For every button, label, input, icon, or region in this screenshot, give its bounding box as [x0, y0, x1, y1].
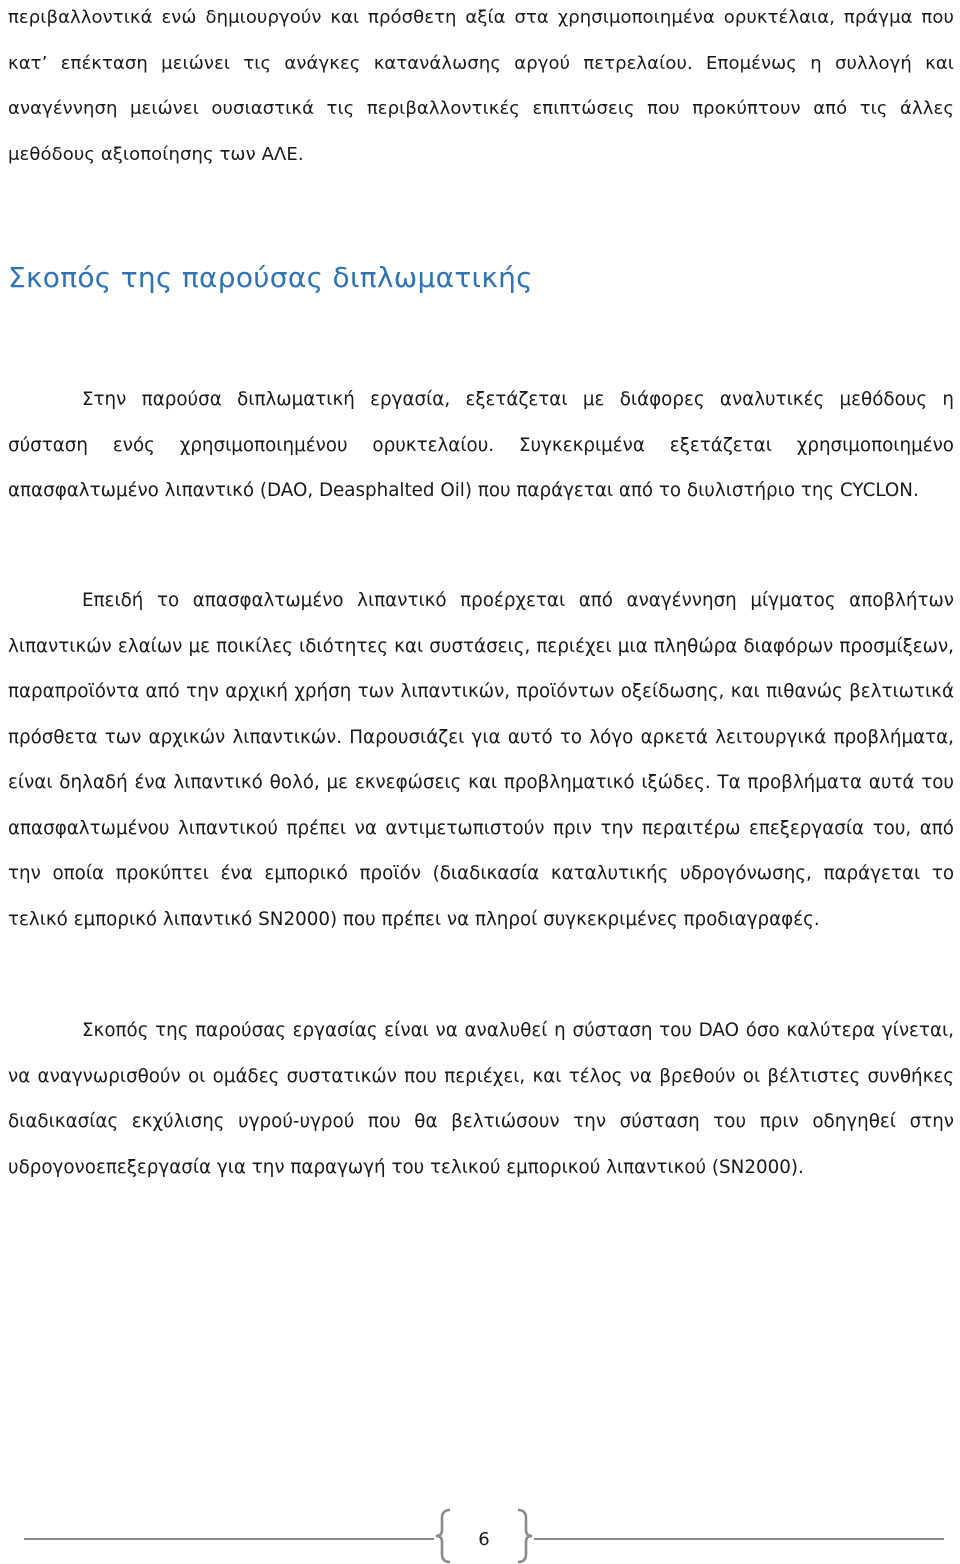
body-paragraph-2: Επειδή το απασφαλτωμένο λιπαντικό προέρχεται από αναγέννηση μίγματος αποβλήτων λιπαντικών ελαίων με ποικίλες ιδιότητες και συστάσεις, περιέχει μια πληθώρα διαφόρων προσμίξεων, παραπροϊόντα από την αρχική χρήση των λιπαντικών, προϊόντων οξείδωσης, και πιθανώς βελτιωτικά πρόσθετα των αρχικών λιπαντικών. Παρουσιάζει για αυτό το λόγο αρκετά λειτουργικά προβλήματα, είναι δηλαδή ένα λιπαντικό θολό, με εκνεφώσεις και προβληματικό ιξώδες. Τα προβλήματα αυτά του απασφαλτωμένου λιπαντικού πρέπει να αντιμετωπιστούν πριν την περαιτέρω επεξεργασία του, από την οποία προκύπτει ένα εμπορικό προϊόν (διαδικασία καταλυτικής υδρογόνωσης, παράγεται το τελικό εμπορικό λιπαντικό SN2000) που πρέπει να πληροί συγκεκριμένες προδιαγραφές.: [8, 590, 954, 930]
body-paragraph-3: Σκοπός της παρούσας εργασίας είναι να αναλυθεί η σύσταση του DAO όσο καλύτερα γίνεται, να αναγνωρισθούν οι ομάδες συστατικών που περιέχει, και τέλος να βρεθούν οι βέλτιστες συνθήκες διαδικασίας εκχύλισης υγρού-υγρού που θα βελτιώσουν την σύσταση του πριν οδηγηθεί στην υδρογονοεπεξεργασία για την παραγωγή του τελικού εμπορικού λιπαντικού (SN2000).: [8, 1020, 954, 1178]
footer-rule-right: [534, 1538, 944, 1540]
page-number: 6: [478, 1529, 490, 1550]
footer-rule-left: [24, 1538, 434, 1540]
footer-right-brace-icon: [514, 1508, 534, 1564]
body-paragraph-1: Στην παρούσα διπλωματική εργασία, εξετάζεται με διάφορες αναλυτικές μεθόδους η σύσταση ενός χρησιμοποιημένου ορυκτελαίου. Συγκεκριμένα εξετάζεται χρησιμοποιημένο απασφαλτωμένο λιπαντικό (DAO, Deasphalted Oil) που παράγεται από το διυλιστήριο της CYCLON.: [8, 389, 954, 501]
section-heading: Σκοπός της παρούσας διπλωματικής: [8, 261, 533, 294]
intro-paragraph: περιβαλλοντικά ενώ δημιουργούν και πρόσθετη αξία στα χρησιμοποιημένα ορυκτέλαια, πράγμα που κατ’ επέκταση μειώνει τις ανάγκες κατανάλωσης αργού πετρελαίου. Επομένως η συλλογή και αναγέννηση μειώνει ουσιαστικά τις περιβαλλοντικές επιπτώσεις που προκύπτουν από τις άλλες μεθόδους αξιοποίησης των ΑΛΕ.: [8, 7, 954, 165]
footer-left-brace-icon: [434, 1508, 454, 1564]
